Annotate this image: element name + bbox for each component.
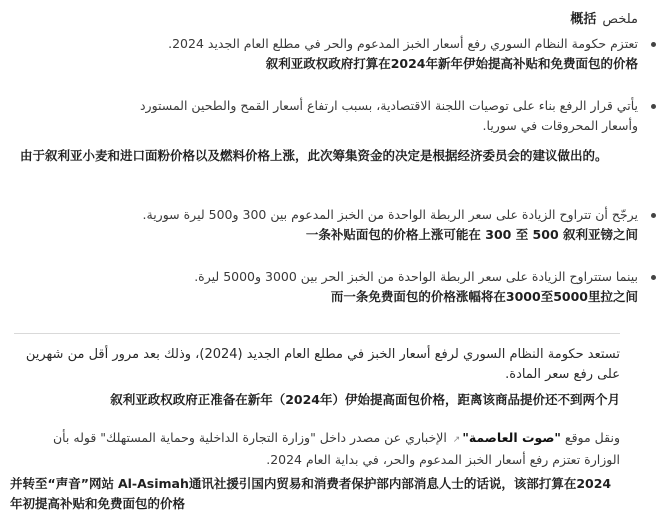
source-link[interactable]: "صوت العاصمة" [462, 430, 561, 445]
bullet-translation-text: 而一条免费面包的价格涨幅将在3000至5000里拉之间 [330, 289, 638, 304]
summary-bullet [118, 34, 638, 74]
paragraph-translation-text [10, 474, 620, 514]
bullet-dot [651, 275, 656, 280]
summary-bullet [118, 205, 638, 245]
summary-translation-label: 概括 [570, 12, 597, 27]
article-paragraph [20, 345, 620, 385]
summary-original-label: ملخص [602, 12, 638, 27]
bullet-dot [651, 213, 656, 218]
paragraph-text-start: ونقل موقع [560, 430, 620, 445]
translated-source-link[interactable]: 声音 [55, 476, 81, 491]
bullet-translation-block [20, 146, 620, 166]
paragraph-original-text: تستعد حكومة النظام السوري لرفع أسعار الخبز في مطلع العام الجديد (2024)، وذلك بعد مرور أقل من شهرين على رفع سعر المادة. [25, 347, 620, 382]
bullet-dot [651, 104, 656, 109]
paragraph-original-text [20, 428, 620, 470]
translation-prefix: 并转至“ [10, 476, 56, 491]
summary-bullet [118, 267, 638, 307]
bullet-translation-text: 叙利亚政权政府打算在2024年新年伊始提高补贴和免费面包的价格 [265, 56, 638, 71]
summary-header [570, 8, 638, 27]
external-link-icon: ↗ [452, 435, 461, 445]
bullet-original-text: تعتزم حكومة النظام السوري رفع أسعار الخبز المدعوم والحر في مطلع العام الجديد 2024. [168, 36, 638, 51]
translation-mid: ”网站 [80, 476, 114, 491]
summary-bullet [118, 96, 638, 136]
article-paragraph [20, 428, 620, 470]
article-paragraph-translation [10, 474, 620, 514]
translation-rest: Al-Asimah通讯社援引国内贸易和消费者保护部内部消息人士的话说，该部打算在2024年初提高补贴和免费面包的价格 [10, 476, 612, 511]
bullet-translation-text: 由于叙利亚小麦和进口面粉价格以及燃料价格上涨，此次筹集资金的决定是根据经济委员会的建议做出的。 [20, 148, 608, 163]
paragraph-text-end: الإخباري عن مصدر داخل "وزارة التجارة الداخلية وحماية المستهلك" قوله بأن الوزارة تعتزم رفع أسعار الخبز المدعوم والحر، في بداية العام 2024. [52, 430, 620, 467]
bullet-original-text: يأتي قرار الرفع بناء على توصيات اللجنة الاقتصادية، بسبب ارتفاع أسعار القمح والطحين المستورد وأسعار المحروقات في سوريا. [139, 98, 638, 133]
bullet-original-text: بينما ستتراوح الزيادة على سعر الربطة الواحدة من الخبز الحر بين 3000 و5000 ليرة. [194, 269, 638, 284]
bullet-dot [651, 42, 656, 47]
bullet-translation-text: 一条补贴面包的价格上涨可能在 300 至 500 叙利亚镑之间 [305, 227, 638, 242]
article-paragraph-translation [20, 390, 620, 410]
section-divider [14, 333, 620, 334]
bullet-original-text: يرجّح أن تتراوح الزيادة على سعر الربطة الواحدة من الخبز المدعوم بين 300 و500 ليرة سورية. [142, 207, 638, 222]
paragraph-translation-text: 叙利亚政权政府正准备在新年（2024年）伊始提高面包价格，距离该商品提价还不到两个月 [110, 392, 620, 407]
